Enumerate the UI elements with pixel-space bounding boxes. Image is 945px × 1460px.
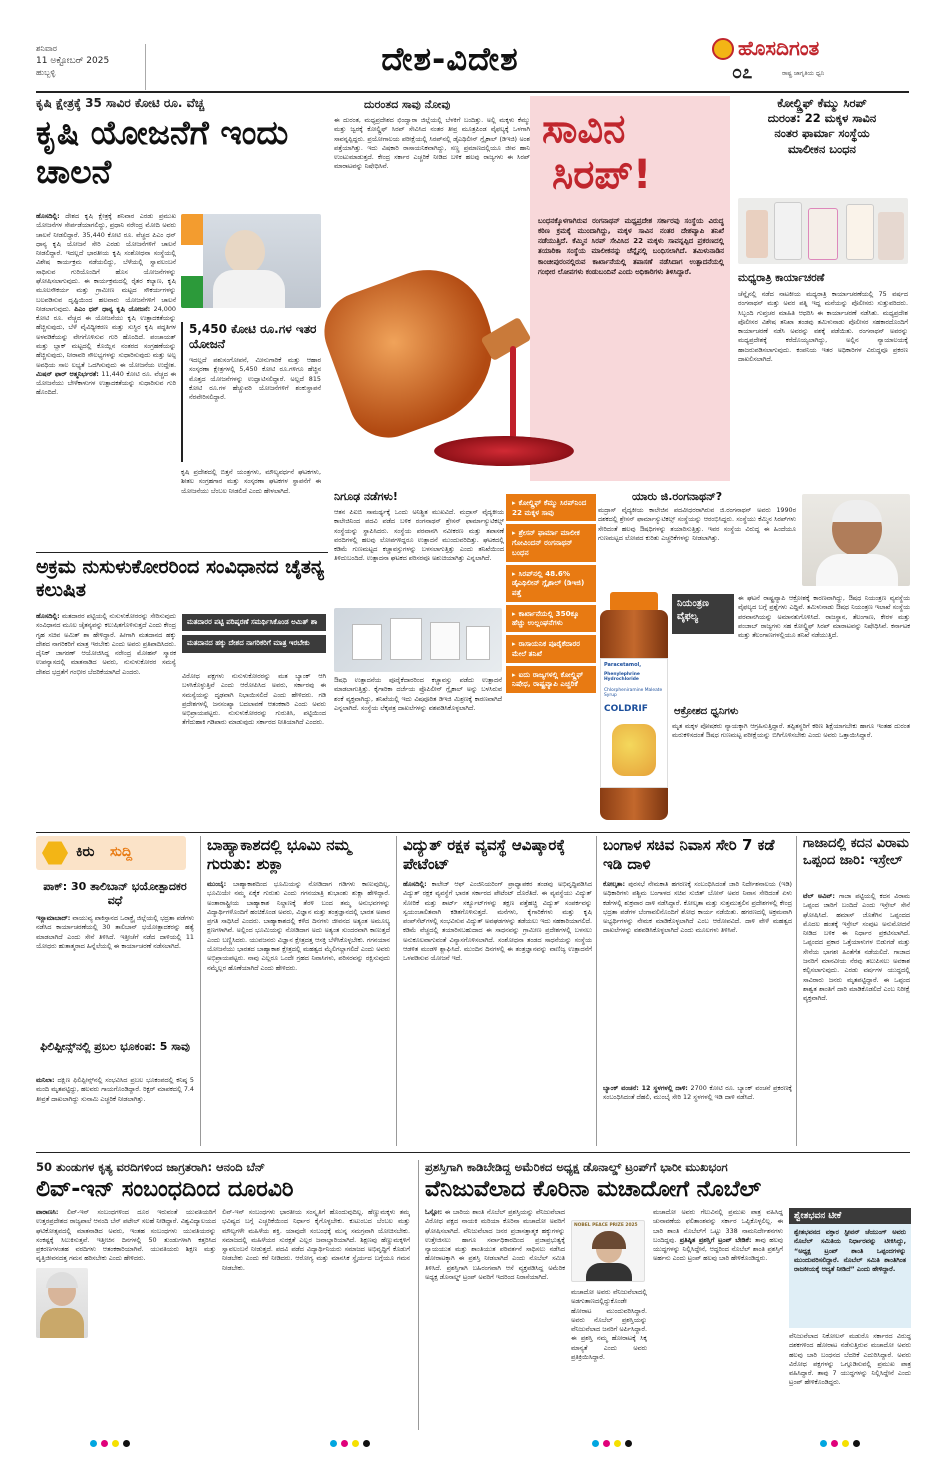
kirusuddi-header — [36, 836, 186, 870]
bengal-body2: 2700 ಕೋಟಿ ರೂ. ಬ್ಯಾಂಕ್ ವಂಚನೆ ಪ್ರಕರಣಕ್ಕೆ ಸಂಬಂಧಿಸಿದಂತೆ ದೆಹಲಿ, ಮುಂಬೈ ಸೇರಿ 12 ಸ್ಥಳಗಳಲ್ಲಿ ಇಡಿ ದಾಳಿ ನಡೆಸಿದೆ. — [603, 1084, 792, 1102]
syrup-bottles-photo — [738, 198, 908, 264]
nobel-headline: ವೆನಿಜುವೆಲಾದ ಕೊರಿನಾ ಮಚಾದೋಗೆ ನೊಬೆಲ್ — [425, 1177, 762, 1202]
krishi-sub1: ಪಿಎಂ ಧನ್ ಧಾನ್ಯ ಕೃಷಿ ಯೋಜನೆ: — [74, 304, 151, 313]
nobel-dateline: ಓಸ್ಲೋ: — [425, 1208, 443, 1216]
gaza-body: ಗಾಜಾ ಪಟ್ಟಿಯಲ್ಲಿ ಕದನ ವಿರಾಮ ಒಪ್ಪಂದ ಜಾರಿಗೆ ಬಂದಿದೆ ಎಂದು ಇಸ್ರೇಲ್ ಸೇನೆ ಘೋಷಿಸಿದೆ. ಹಮಾಸ್ ಜೊತೆಗಿನ ಒಪ್ಪಂದದ ಮೊದಲ ಹಂತಕ್ಕೆ ಇಸ್ರೇಲ್ ಸಂಪುಟ ಅನುಮೋದನೆ ನೀಡಿದ ಬಳಿಕ ಈ ನಿರ್ಧಾರ ಪ್ರಕಟಿಸಲಾಗಿದೆ. ಒಪ್ಪಂದದ ಪ್ರಕಾರ ಒತ್ತೆಯಾಳುಗಳ ಬಿಡುಗಡೆ ಮತ್ತು ಸೇನೆಯ ಭಾಗಶಃ ಹಿಂತೆಗೆತ ನಡೆಯಲಿದೆ. ಗಾಜಾದ ಜನರಿಗೆ ಮಾನವೀಯ ನೆರವು ತಲುಪಿಸಲು ಅವಕಾಶ ಕಲ್ಪಿಸಲಾಗುವುದು. ಎರಡು ವರ್ಷಗಳ ಯುದ್ಧದಲ್ಲಿ ಸಾವಿರಾರು ಜನರು ಮೃತಪಟ್ಟಿದ್ದಾರೆ. ಈ ಒಪ್ಪಂದ ಶಾಶ್ವತ ಶಾಂತಿಗೆ ದಾರಿ ಮಾಡಿಕೊಡಲಿದೆ ಎಂಬ ನಿರೀಕ್ಷೆ ವ್ಯಕ್ತವಾಗಿದೆ. — [803, 892, 910, 1003]
arrest-head-line4: ಮಾಲೀಕನ ಬಂಧನ — [788, 141, 856, 156]
bottle-line3: Chlorpheniramine Maleate Syrup — [604, 688, 663, 698]
patent-headline: ವಿದ್ಯುತ್ ರಕ್ಷಕ ವ್ಯವಸ್ಥೆ ಆವಿಷ್ಕಾರಕ್ಕೆ ಪೇಟೆಂಟ್ — [403, 836, 566, 874]
livein-dateline: ವಾರಾಣಸಿ: — [36, 1208, 59, 1216]
gaza-headline: ಗಾಜಾದಲ್ಲಿ ಕದನ ವಿರಾಮ ಒಪ್ಪಂದ ಜಾರಿ: ಇಸ್ರೇಲ್ — [803, 836, 909, 868]
who-article — [598, 490, 910, 590]
page-number: ೦೭ — [732, 62, 753, 83]
coldrif-bottle-graphic — [598, 592, 670, 822]
pm-photo — [181, 214, 321, 308]
bengal-sub: ಬ್ಯಾಂಕ್ ವಂಚನೆ: 12 ಸ್ಥಳಗಳಲ್ಲಿ ದಾಳಿ: — [603, 1084, 688, 1092]
arrest-head-line1: ಕೋಲ್ಡ್ರಿಫ್ ಕೆಮ್ಮು ಸಿರಪ್ — [777, 96, 867, 110]
kiru-h2: ಫಿಲಿಪ್ಪೀನ್ಸ್‌ನಲ್ಲಿ ಪ್ರಬಲ ಭೂಕಂಪ: 5 ಸಾವು — [40, 1040, 190, 1053]
niyantrana-article — [672, 594, 910, 830]
akrama-callout1: ಮತದಾರರ ಪಟ್ಟಿ ಪರಿಷ್ಕರಣೆ ಸಮರ್ಥಿಸಿಕೊಂಡ ಅಮಿತ್ ಶಾ — [182, 614, 326, 631]
anandiben-photo — [36, 1268, 88, 1338]
nobel-sub: ಪ್ರತಿಷ್ಠಿತ ಪ್ರಶಸ್ತಿಗೆ ಟ್ರಂಪ್ ಬೇಡಿಕೆ: — [679, 1235, 752, 1244]
shukla-article — [200, 836, 390, 1146]
shukla-dateline: ಮುಂಬೈ: — [207, 880, 227, 888]
masthead-date: 11 ಅಕ್ಟೋಬರ್ 2025 — [36, 56, 110, 66]
livein-body: ಲಿವ್-ಇನ್ ಸಂಬಂಧಗಳಿಂದ ದೂರ ಇರುವಂತೆ ಯುವತಿಯರಿಗೆ ಉತ್ತರಪ್ರದೇಶದ ರಾಜ್ಯಪಾಲೆ ಆನಂದಿ ಬೆನ್ ಪಟೇಲ್ ಸಲಹೆ ನೀಡಿದ್ದಾರೆ. ವಿಶ್ವವಿದ್ಯಾಲಯದ ಘಟಿಕೋತ್ಸವದಲ್ಲಿ ಮಾತನಾಡಿದ ಅವರು, ಇಂತಹ ಸಂಬಂಧಗಳು ಯುವತಿಯರನ್ನು ಸಂಕಷ್ಟಕ್ಕೆ ಸಿಲುಕಿಸುತ್ತವೆ. ಇತ್ತೀಚಿನ ದಿನಗಳಲ್ಲಿ 50 ತುಂಡುಗಳಾಗಿ ಕತ್ತರಿಸಿದ ಪ್ರಕರಣಗಳಂತಹ ವರದಿಗಳು ಆತಂಕಕಾರಿಯಾಗಿವೆ. ಯುವತಿಯರು ಶಿಕ್ಷಣ ಮತ್ತು ವೃತ್ತಿಜೀವನದತ್ತ ಗಮನ ಹರಿಸಬೇಕು ಎಂದು ಹೇಳಿದರು. — [36, 1208, 216, 1263]
livein-kicker: 50 ತುಂಡುಗಳ ಕೃತ್ಯ ವರದಿಗಳಿಂದ ಜಾಗ್ರತರಾಗಿ: ಆನಂದಿ ಬೆನ್ — [36, 1160, 265, 1174]
syrup-bullet: ▸ ಸಿರಪ್‌ನಲ್ಲಿ 48.6% ಡೈಎಥಿಲೀನ್ ಗ್ಲೈಕಾಲ್ (ಡಿಇಜಿ) ಪತ್ತೆ — [506, 565, 596, 602]
syrup-bullet: ▸ ಕಾರ್ಖಾನೆಯಲ್ಲಿ 350ಕ್ಕೂ ಹೆಚ್ಚು ಉಲ್ಲಂಘನೆಗಳು — [506, 605, 596, 632]
aakrosha-body: ಮೃತ ಮಕ್ಕಳ ಪೋಷಕರು ನ್ಯಾಯಕ್ಕಾಗಿ ಆಗ್ರಹಿಸುತ್ತಿದ್ದಾರೆ. ತಪ್ಪಿತಸ್ಥರಿಗೆ ಕಠಿಣ ಶಿಕ್ಷೆಯಾಗಬೇಕು ಹಾಗೂ ಇಂತಹ ದುರಂತ ಮರುಕಳಿಸದಂತೆ ಔಷಧ ಗುಣಮಟ್ಟ ಪರೀಕ್ಷೆಯನ್ನು ಬಿಗಿಗೊಳಿಸಬೇಕು ಎಂದು ಅವರು ಒತ್ತಾಯಿಸಿದ್ದಾರೆ. — [672, 722, 910, 740]
nobel-article — [418, 1160, 910, 1430]
nigoodha-title: ನಿಗೂಢ ನಡೆಗಳು! — [334, 490, 398, 503]
syrup-title-bottom: ಸಿರಪ್! — [552, 152, 652, 198]
krishi-body: ದೇಶದ ಕೃಷಿ ಕ್ಷೇತ್ರಕ್ಕೆ ಶನಿವಾರ ಎರಡು ಪ್ರಮುಖ ಯೋಜನೆಗಳ ಸೇರ್ಪಡೆಯಾಗಲಿದ್ದು, ಪ್ರಧಾನಿ ನರೇಂದ್ರ ಮೋದಿ ಅವರು ಚಾಲನೆ ನೀಡಲಿದ್ದಾರೆ. 35,440 ಕೋಟಿ ರೂ. ವೆಚ್ಚದ ಪಿಎಂ ಧನ್ ಧಾನ್ಯ ಕೃಷಿ ಯೋಜನೆ ಸೇರಿ ಎರಡು ಯೋಜನೆಗಳಿಗೆ ಚಾಲನೆ ನೀಡಲಿದ್ದಾರೆ. ಇದಲ್ಲದೆ ಭಾರತೀಯ ಕೃಷಿ ಸಂಶೋಧನಾ ಸಂಸ್ಥೆಯಲ್ಲಿ ವಿಶೇಷ ಕಾರ್ಯಕ್ರಮ ನಡೆಯಲಿದ್ದು, ಬೆಳೆಯಲ್ಲಿ ಸ್ವಾವಲಂಬನೆ ಸಾಧಿಸುವ ಗುರಿಯೊಂದಿಗೆ ಹೊಸ ಯೋಜನೆಗಳನ್ನು ಘೋಷಿಸಲಾಗುವುದು. ಈ ಕಾರ್ಯಕ್ರಮದಲ್ಲಿ ರೈತರ ಕಲ್ಯಾಣ, ಕೃಷಿ ಮೂಲಸೌಕರ್ಯ ಮತ್ತು ಗ್ರಾಮೀಣ ಮಟ್ಟದ ಸೌಕರ್ಯಗಳನ್ನು ಬಲಪಡಿಸುವ ದೃಷ್ಟಿಯಿಂದ ಹಲವಾರು ಯೋಜನೆಗಳಿಗೆ ಚಾಲನೆ ನೀಡಲಾಗುವುದು. — [36, 212, 176, 313]
syrup-bullet: ▸ ಶ್ರೇಸನ್ ಫಾರ್ಮಾ ಮಾಲೀಕ ಗೋವಿಂದನ್ ರಂಗನಾಥನ್ ಬಂಧನ — [506, 524, 596, 561]
bottle-line1: Paracetamol, — [604, 662, 642, 668]
livein-article — [36, 1160, 412, 1430]
masthead — [0, 0, 945, 92]
aakrosha-title: ಆಕ್ರೋಶದ ಧ್ವನಿಗಳು — [674, 706, 739, 717]
bengal-headline: ಬಂಗಾಳ ಸಚಿವ ನಿವಾಸ ಸೇರಿ 7 ಕಡೆ ಇಡಿ ದಾಳಿ — [603, 836, 775, 874]
akrama-callout2: ಮತದಾನದ ಹಕ್ಕು ದೇಶದ ನಾಗರಿಕರಿಗೆ ಮಾತ್ರ ಇರಬೇಕು — [182, 635, 326, 652]
krishi-body3: 11,440 ಕೋಟಿ ರೂ. ವೆಚ್ಚದ ಈ ಯೋಜನೆಯು ಬೇಳೆಕಾಳುಗಳ ಉತ್ಪಾದಕತೆಯನ್ನು ಸುಧಾರಿಸುವ ಗುರಿ ಹೊಂದಿದೆ. — [36, 369, 176, 397]
krishi-body2: 24,000 ಕೋಟಿ ರೂ. ವೆಚ್ಚದ ಈ ಯೋಜನೆಯು ಕೃಷಿ ಉತ್ಪಾದಕತೆಯನ್ನು ಹೆಚ್ಚಿಸುವುದು, ಬೆಳೆ ವೈವಿಧ್ಯೀಕರಣ ಮತ್ತು ಸುಸ್ಥಿರ ಕೃಷಿ ಪದ್ಧತಿಗಳ ಅಳವಡಿಕೆಯನ್ನು ವೇಗಗೊಳಿಸುವ ಗುರಿ ಹೊಂದಿದೆ. ಪಂಚಾಯತ್ ಮತ್ತು ಬ್ಲಾಕ್ ಮಟ್ಟದಲ್ಲಿ ಕೊಯ್ಲಿನ ನಂತರದ ಸಂಗ್ರಹಣೆಯನ್ನು ಹೆಚ್ಚಿಸುವುದು, ನೀರಾವರಿ ಸೌಲಭ್ಯಗಳನ್ನು ಸುಧಾರಿಸುವುದು ಮತ್ತು ಅಲ್ಪ ಅವಧಿಯ ಸಾಲ ಲಭ್ಯತೆ ಒದಗಿಸುವುದು ಈ ಯೋಜನೆಯ ಉದ್ದೇಶ. — [36, 304, 176, 369]
white-house-box — [789, 1208, 911, 1328]
niyantrana-title: ನಿಯಂತ್ರಣ ವೈಫಲ್ಯ — [672, 594, 734, 634]
patent-body: ಕಾಲೇಜ್ ಆಫ್ ಎಂಜಿನಿಯರಿಂಗ್ ಪ್ರಾಧ್ಯಾಪಕರ ತಂಡವು ಅಭಿವೃದ್ಧಿಪಡಿಸಿದ ವಿದ್ಯುತ್ ರಕ್ಷಕ ವ್ಯವಸ್ಥೆಗೆ ಭಾರತ ಸರ್ಕಾರದ ಪೇಟೆಂಟ್ ದೊರೆತಿದೆ. ಈ ವ್ಯವಸ್ಥೆಯು ವಿದ್ಯುತ್ ಸೋರಿಕೆ ಮತ್ತು ಶಾರ್ಟ್ ಸರ್ಕ್ಯೂಟ್‌ಗಳನ್ನು ತಕ್ಷಣ ಪತ್ತೆಹಚ್ಚಿ ವಿದ್ಯುತ್ ಸಂಪರ್ಕವನ್ನು ಸ್ವಯಂಚಾಲಿತವಾಗಿ ಕಡಿತಗೊಳಿಸುತ್ತದೆ. ಮನೆಗಳು, ಕೈಗಾರಿಕೆಗಳು ಮತ್ತು ಕೃಷಿ ಪಂಪ್‌ಸೆಟ್‌ಗಳಲ್ಲಿ ಸಂಭವಿಸುವ ವಿದ್ಯುತ್ ಅವಘಡಗಳನ್ನು ತಡೆಯಲು ಇದು ಸಹಕಾರಿಯಾಗಲಿದೆ. ಕಡಿಮೆ ವೆಚ್ಚದಲ್ಲಿ ತಯಾರಿಸಬಹುದಾದ ಈ ಸಾಧನವನ್ನು ಗ್ರಾಮೀಣ ಪ್ರದೇಶಗಳಲ್ಲಿ ಬಳಸಲು ಅನುಕೂಲವಾಗುವಂತೆ ವಿನ್ಯಾಸಗೊಳಿಸಲಾಗಿದೆ. ಸಂಶೋಧನಾ ತಂಡದ ಸಾಧನೆಯನ್ನು ಸಂಸ್ಥೆಯ ಆಡಳಿತ ಮಂಡಳಿ ಶ್ಲಾಘಿಸಿದೆ. ಮುಂದಿನ ದಿನಗಳಲ್ಲಿ ಈ ತಂತ್ರಜ್ಞಾನವನ್ನು ವಾಣಿಜ್ಯ ಉತ್ಪಾದನೆಗೆ ಒಳಪಡಿಸುವ ಯೋಜನೆ ಇದೆ. — [403, 880, 592, 963]
kirusuddi-column — [36, 836, 196, 1146]
arrest-headline — [734, 96, 910, 157]
kiru-d1: ಇಸ್ಲಾಮಾಬಾದ್: — [36, 914, 71, 922]
masthead-city: ಹುಬ್ಬಳ್ಳಿ — [36, 68, 56, 77]
akrama-body3: ವಿರೋಧ ಪಕ್ಷಗಳು ನುಸುಳುಕೋರರನ್ನು ಮತ ಬ್ಯಾಂಕ್ ಆಗಿ ಬಳಸಿಕೊಳ್ಳುತ್ತಿವೆ ಎಂದು ಆರೋಪಿಸಿದ ಅವರು, ಸರ್ಕಾರವು ಈ ಸಮಸ್ಯೆಯನ್ನು ದೃಢವಾಗಿ ನಿಭಾಯಿಸಲಿದೆ ಎಂದು ಹೇಳಿದರು. ಗಡಿ ಪ್ರದೇಶಗಳಲ್ಲಿ ಜನಸಂಖ್ಯಾ ಬದಲಾವಣೆ ಆತಂಕಕಾರಿ ಎಂದು ಅವರು ಅಭಿಪ್ರಾಯಪಟ್ಟರು. ನುಸುಳುಕೋರರನ್ನು ಗುರುತಿಸಿ, ಪಟ್ಟಿಯಿಂದ ತೆಗೆದುಹಾಕಿ ಗಡಿಪಾರು ಮಾಡುವುದು ಸರ್ಕಾರದ ನೀತಿಯಾಗಿದೆ ಎಂದರು. — [182, 672, 326, 727]
paper-logo — [712, 38, 912, 88]
krishi-tail: ಕೃಷಿ ಪ್ರದೇಶದಲ್ಲಿ ಬಿತ್ತನೆ ಯಂತ್ರಗಳು, ಮೌಲ್ಯವರ್ಧನೆ ಘಟಕಗಳು, ಶೀತಲ ಸಂಗ್ರಹಗಾರ ಮತ್ತು ಸಂಸ್ಕರಣಾ ಘಟಕಗಳ ಸ್ಥಾಪನೆಗೆ ಈ ಯೋಜನೆಯು ಬೆಂಬಲ ನೀಡಲಿದೆ ಎಂದು ಹೇಳಲಾಗಿದೆ. — [181, 468, 321, 495]
bottle-brand: COLDRIF — [604, 704, 648, 714]
patent-article — [396, 836, 592, 1146]
nobel-body4: ತಾವು ಹಲವು ಯುದ್ಧಗಳನ್ನು ನಿಲ್ಲಿಸಿದ್ದೇನೆ, ಆದ್ದರಿಂದ ನೊಬೆಲ್ ಶಾಂತಿ ಪ್ರಶಸ್ತಿಗೆ ಅರ್ಹನು ಎಂದು ಟ್ರಂಪ್ ಹಲವು ಬಾರಿ ಹೇಳಿಕೊಂಡಿದ್ದರು. — [653, 1235, 783, 1263]
patent-dateline: ಹೊಸದಿಲ್ಲಿ: — [403, 880, 427, 888]
nigoodha-article — [334, 490, 504, 830]
section-title: ದೇಶ-ವಿದೇಶ — [381, 40, 519, 78]
syrup-title-top: ಸಾವಿನ — [542, 106, 626, 152]
who-title: ಯಾರು ಜಿ.ರಂಗನಾಥನ್? — [632, 490, 723, 503]
krishi-box-body: ಇದಲ್ಲದೆ ಪಶುಸಂಗೋಪನೆ, ಮೀನುಗಾರಿಕೆ ಮತ್ತು ಆಹಾರ ಸಂಸ್ಕರಣಾ ಕ್ಷೇತ್ರಗಳಲ್ಲಿ 5,450 ಕೋಟಿ ರೂ.ಗಳಿಗೂ ಹೆಚ್ಚಿನ ಮೊತ್ತದ ಯೋಜನೆಗಳನ್ನು ಉದ್ಘಾಟಿಸಲಿದ್ದಾರೆ. ಅಲ್ಲದೆ 815 ಕೋಟಿ ರೂ.ಗಳ ಹೆಚ್ಚುವರಿ ಯೋಜನೆಗಳಿಗೆ ಶಂಕುಸ್ಥಾಪನೆ ನೆರವೇರಿಸಲಿದ್ದಾರೆ. — [189, 356, 321, 402]
livein-headline: ಲಿವ್-ಇನ್ ಸಂಬಂಧದಿಂದ ದೂರವಿರಿ — [36, 1177, 294, 1202]
gaza-article — [796, 836, 910, 1146]
nobel-prize-label: NOBEL PEACE PRIZE 2025 — [574, 1223, 638, 1228]
arrest-sub: ಮಧ್ಯರಾತ್ರಿ ಕಾರ್ಯಾಚರಣೆ — [738, 272, 825, 284]
kirusuddi-label-b: ಸುದ್ದಿ — [110, 844, 133, 860]
syrup-kicker: ದುರಂತದ ಸಾವು ನೋವು — [364, 98, 451, 111]
krishi-sub2: ಮಿಷನ್ ಫಾರ್ ಆತ್ಮನಿರ್ಭರತೆ: — [36, 369, 99, 378]
gaza-dateline: ಟೆಲ್ ಅವಿವ್: — [803, 892, 835, 900]
print-marks-right — [820, 1440, 860, 1450]
kiru-h1: ಪಾಕ್: 30 ತಾಲಿಬಾನ್ ಭಯೋತ್ಪಾದಕರ ವಧೆ — [43, 880, 187, 908]
masthead-day: ಶನಿವಾರ — [36, 44, 58, 53]
krishi-dateline: ಹೊಸದಿಲ್ಲಿ: — [36, 212, 60, 220]
nobel-tail: ವೆನಿಜುವೆಲಾದ ನಿಕೋಲಸ್ ಮಡುರೊ ಸರ್ಕಾರದ ವಿರುದ್ಧ ದಶಕಗಳಿಂದ ಹೋರಾಟ ನಡೆಸುತ್ತಿರುವ ಮಚಾದೋ ಅವರು ಹಲವು ಬಾರಿ ಬಂಧನದ ಬೆದರಿಕೆ ಎದುರಿಸಿದ್ದಾರೆ. ಅವರು ವಿರೋಧ ಪಕ್ಷಗಳನ್ನು ಒಗ್ಗೂಡಿಸುವಲ್ಲಿ ಪ್ರಮುಖ ಪಾತ್ರ ವಹಿಸಿದ್ದಾರೆ. ತಾವು 7 ಯುದ್ಧಗಳನ್ನು ನಿಲ್ಲಿಸಿದ್ದೇನೆ ಎಂದು ಟ್ರಂಪ್ ಹೇಳಿಕೊಂಡಿದ್ದರು. — [789, 1332, 911, 1387]
arrest-head-line2: ದುರಂತ: 22 ಮಕ್ಕಳ ಸಾವಿನ — [767, 111, 877, 126]
krishi-other-schemes-box — [181, 322, 321, 462]
livein-body2: ಲಿವ್-ಇನ್ ಸಂಬಂಧಗಳು ಭಾರತೀಯ ಸಂಸ್ಕೃತಿಗೆ ಹೊಂದುವುದಿಲ್ಲ. ಹೆಣ್ಣುಮಕ್ಕಳು ತಮ್ಮ ಭವಿಷ್ಯದ ಬಗ್ಗೆ ಎಚ್ಚರಿಕೆಯಿಂದ ನಿರ್ಧಾರ ಕೈಗೊಳ್ಳಬೇಕು. ಕುಟುಂಬದ ಬೆಂಬಲ ಮತ್ತು ಮೌಲ್ಯಗಳೇ ಮಹಿಳೆಯ ಶಕ್ತಿ. ಯಾವುದೇ ಸಂಬಂಧಕ್ಕೆ ಮುನ್ನ ಸಮಗ್ರವಾಗಿ ಯೋಚಿಸಬೇಕು. ಸಮಾಜದಲ್ಲಿ ಮಹಿಳೆಯರ ಸುರಕ್ಷತೆ ಎಲ್ಲರ ಜವಾಬ್ದಾರಿಯಾಗಿದೆ. ಶಿಕ್ಷಣವು ಹೆಣ್ಣುಮಕ್ಕಳಿಗೆ ಸ್ವಾವಲಂಬನೆ ನೀಡುತ್ತದೆ. ಪದವಿ ಪಡೆದ ವಿದ್ಯಾರ್ಥಿನಿಯರು ಸಮಾಜದ ಅಭಿವೃದ್ಧಿಗೆ ಕೊಡುಗೆ ನೀಡಬೇಕು ಎಂದು ಕರೆ ನೀಡಿದರು. ಆರೋಗ್ಯ ಮತ್ತು ಮಾನಸಿಕ ಸ್ಥೈರ್ಯದ ಬಗ್ಗೆಯೂ ಗಮನ ನೀಡಬೇಕು. — [222, 1208, 410, 1272]
arrest-article — [734, 96, 910, 486]
machado-photo — [571, 1220, 645, 1282]
kirusuddi-hand-icon — [42, 840, 68, 866]
niyantrana-body: ಈ ಘಟನೆ ರಾಷ್ಟ್ರವ್ಯಾಪಿ ಆಕ್ರೋಶಕ್ಕೆ ಕಾರಣವಾಗಿದ್ದು, ಔಷಧ ನಿಯಂತ್ರಣ ವ್ಯವಸ್ಥೆಯ ವೈಫಲ್ಯದ ಬಗ್ಗೆ ಪ್ರಶ್ನೆಗಳು ಎದ್ದಿವೆ. ತಮಿಳುನಾಡು ಔಷಧ ನಿಯಂತ್ರಣ ಇಲಾಖೆ ಸಂಸ್ಥೆಯ ಪರವಾನಗಿಯನ್ನು ಅಮಾನತುಗೊಳಿಸಿದೆ. ರಾಜಸ್ಥಾನ, ತೆಲಂಗಾಣ, ಕೇರಳ ಮತ್ತು ಪಂಜಾಬ್ ರಾಜ್ಯಗಳು ಸಹ ಕೋಲ್ಡ್ರಿಫ್ ಸಿರಪ್ ಮಾರಾಟವನ್ನು ನಿಷೇಧಿಸಿವೆ. ಕರ್ನಾಟಕ ಮತ್ತು ತೆಲಂಗಾಣಗಳಲ್ಲಿಯೂ ತನಿಖೆ ನಡೆಯುತ್ತಿದೆ. — [738, 594, 910, 640]
who-body: ಮದ್ರಾಸ್ ವೈದ್ಯಕೀಯ ಕಾಲೇಜಿನ ಪದವೀಧರರಾಗಿರುವ ಜಿ.ರಂಗನಾಥನ್ ಅವರು 1990ರ ದಶಕದಲ್ಲಿ ಶ್ರೇಸನ್ ಫಾರ್ಮಾಸ್ಯುಟಿಕಲ್ಸ್ ಸಂಸ್ಥೆಯನ್ನು ಆರಂಭಿಸಿದ್ದರು. ಸಂಸ್ಥೆಯು ಕೆಮ್ಮಿನ ಸಿರಪ್‌ಗಳು ಸೇರಿದಂತೆ ಹಲವು ಔಷಧಿಗಳನ್ನು ತಯಾರಿಸುತ್ತಿತ್ತು. ಇವರ ಸಂಸ್ಥೆಯ ವಿರುದ್ಧ ಈ ಹಿಂದೆಯೂ ಗುಣಮಟ್ಟದ ಲೋಪದ ಕುರಿತು ಎಚ್ಚರಿಕೆಗಳನ್ನು ನೀಡಲಾಗಿತ್ತು. — [598, 506, 796, 542]
shukla-headline: ಬಾಹ್ಯಾಕಾಶದಲ್ಲಿ ಭೂಮಿ ನಮ್ಮ ಗುರುತು: ಶುಕ್ಲಾ — [207, 836, 351, 874]
bengal-article — [596, 836, 792, 1146]
print-marks-left — [90, 1440, 130, 1450]
akrama-headline: ಅಕ್ರಮ ನುಸುಳುಕೋರರಿಂದ ಸಂವಿಧಾನದ ಚೈತನ್ಯ ಕಲುಷಿತ — [36, 556, 325, 602]
paper-name: ಹೊಸದಿಗಂತ — [738, 36, 820, 60]
kirusuddi-label-a: ಕಿರು — [76, 844, 95, 860]
krishi-kicker: ಕೃಷಿ ಕ್ಷೇತ್ರಕ್ಕೆ 35 ಸಾವಿರ ಕೋಟಿ ರೂ. ವೆಚ್ಚ — [36, 96, 205, 110]
bengal-body: ಪುರಸಭೆ ನೇಮಕಾತಿ ಹಗರಣಕ್ಕೆ ಸಂಬಂಧಿಸಿದಂತೆ ಜಾರಿ ನಿರ್ದೇಶನಾಲಯ (ಇಡಿ) ಅಧಿಕಾರಿಗಳು ಪಶ್ಚಿಮ ಬಂಗಾಳದ ಸಚಿವ ಸುಜಿತ್ ಬೋಸ್ ಅವರ ನಿವಾಸ ಸೇರಿದಂತೆ ಏಳು ಕಡೆಗಳಲ್ಲಿ ಶುಕ್ರವಾರ ದಾಳಿ ನಡೆಸಿದ್ದಾರೆ. ಕೋಲ್ಕತಾ ಮತ್ತು ಸುತ್ತಮುತ್ತಲಿನ ಪ್ರದೇಶಗಳಲ್ಲಿ ಕೇಂದ್ರ ಭದ್ರತಾ ಪಡೆಗಳ ಬೆಂಗಾವಲಿನೊಂದಿಗೆ ಶೋಧ ಕಾರ್ಯ ನಡೆಯಿತು. ಹಗರಣದಲ್ಲಿ ಅಕ್ರಮವಾಗಿ ಅಭ್ಯರ್ಥಿಗಳನ್ನು ನೇಮಕ ಮಾಡಿಕೊಳ್ಳಲಾಗಿದೆ ಎಂಬ ಆರೋಪವಿದೆ. ದಾಳಿ ವೇಳೆ ಮಹತ್ವದ ದಾಖಲೆಗಳನ್ನು ವಶಪಡಿಸಿಕೊಳ್ಳಲಾಗಿದೆ ಎಂದು ಮೂಲಗಳು ತಿಳಿಸಿವೆ. — [603, 880, 792, 935]
date-block — [36, 44, 146, 90]
print-marks-mid2 — [592, 1440, 632, 1450]
nobel-kicker: ಪ್ರಶಸ್ತಿಗಾಗಿ ಕಾಡಿಬೇಡಿದ್ದ ಅಮೆರಿಕದ ಅಧ್ಯಕ್ಷ ಡೊನಾಲ್ಡ್ ಟ್ರಂಪ್‌ಗೆ ಭಾರೀ ಮುಖಭಂಗ — [425, 1160, 728, 1174]
nobel-body: ಈ ಬಾರಿಯ ಶಾಂತಿ ನೊಬೆಲ್ ಪ್ರಶಸ್ತಿಯನ್ನು ವೆನಿಜುವೆಲಾದ ವಿರೋಧ ಪಕ್ಷದ ನಾಯಕಿ ಮರಿಯಾ ಕೊರಿನಾ ಮಚಾದೋ ಅವರಿಗೆ ಘೋಷಿಸಲಾಗಿದೆ. ವೆನಿಜುವೆಲಾದ ಜನರ ಪ್ರಜಾಸತ್ತಾತ್ಮಕ ಹಕ್ಕುಗಳನ್ನು ಉತ್ತೇಜಿಸಲು ಹಾಗೂ ಸರ್ವಾಧಿಕಾರದಿಂದ ಪ್ರಜಾಪ್ರಭುತ್ವಕ್ಕೆ ನ್ಯಾಯಯುತ ಮತ್ತು ಶಾಂತಿಯುತ ಪರಿವರ್ತನೆ ಸಾಧಿಸಲು ನಡೆಸಿದ ಹೋರಾಟಕ್ಕಾಗಿ ಈ ಪ್ರಶಸ್ತಿ ನೀಡಲಾಗಿದೆ ಎಂದು ನೊಬೆಲ್ ಸಮಿತಿ ತಿಳಿಸಿದೆ. ಪ್ರಶಸ್ತಿಗಾಗಿ ಬಹಿರಂಗವಾಗಿ ಆಸೆ ವ್ಯಕ್ತಪಡಿಸಿದ್ದ ಅಮೆರಿಕ ಅಧ್ಯಕ್ಷ ಡೊನಾಲ್ಡ್ ಟ್ರಂಪ್ ಅವರಿಗೆ ಇದರಿಂದ ನಿರಾಸೆಯಾಗಿದೆ. — [425, 1208, 565, 1281]
syrup-bullet: ▸ ಐದು ರಾಜ್ಯಗಳಲ್ಲಿ ಕೋಲ್ಡ್ರಿಫ್ ನಿಷೇಧ, ರಾಷ್ಟ್ರವ್ಯಾಪಿ ಎಚ್ಚರಿಕೆ — [506, 666, 596, 693]
medicine-packs-photo — [334, 608, 502, 672]
paper-tagline: ರಾಷ್ಟ್ರ ಜಾಗೃತಿಯ ಧ್ವನಿ — [782, 70, 825, 77]
akrama-body: ಮತದಾರರ ಪಟ್ಟಿಯಲ್ಲಿ ನುಸುಳುಕೋರರನ್ನು ಸೇರಿಸುವುದು ಸಂವಿಧಾನದ ಮೂಲ ಚೈತನ್ಯವನ್ನು ಕಲುಷಿತಗೊಳಿಸುತ್ತದೆ ಎಂದು ಕೇಂದ್ರ ಗೃಹ ಸಚಿವ ಅಮಿತ್ ಶಾ ಹೇಳಿದ್ದಾರೆ. ಹೀಗಾಗಿ ಮತದಾನದ ಹಕ್ಕು ದೇಶದ ನಾಗರಿಕರಿಗೆ ಮಾತ್ರ ಇರಬೇಕು ಎಂದು ಅವರು ಪ್ರತಿಪಾದಿಸಿದರು. ದೈನಿಕ್ ಜಾಗರಣ್ ಆಯೋಜಿಸಿದ್ದ ನರೇಂದ್ರ ಮೋಹನ್ ಸ್ಮಾರಕ ಉಪನ್ಯಾಸದಲ್ಲಿ ಮಾತನಾಡಿದ ಅವರು, ನುಸುಳುಕೋರರ ಸಮಸ್ಯೆ ದೇಶದ ಭದ್ರತೆಗೆ ಗಂಭೀರ ಬೆದರಿಕೆಯಾಗಿದೆ ಎಂದರು. — [36, 612, 176, 676]
shukla-body: ಬಾಹ್ಯಾಕಾಶದಿಂದ ಭೂಮಿಯನ್ನು ನೋಡಿದಾಗ ಗಡಿಗಳು ಕಾಣುವುದಿಲ್ಲ, ಭೂಮಿಯೇ ನಮ್ಮ ಏಕೈಕ ಗುರುತು ಎಂದು ಗಗನಯಾತ್ರಿ ಶುಭಾಂಶು ಶುಕ್ಲಾ ಹೇಳಿದ್ದಾರೆ. ಅಂತಾರಾಷ್ಟ್ರೀಯ ಬಾಹ್ಯಾಕಾಶ ನಿಲ್ದಾಣಕ್ಕೆ ತೆರಳಿ ಬಂದ ತಮ್ಮ ಅನುಭವಗಳನ್ನು ವಿದ್ಯಾರ್ಥಿಗಳೊಂದಿಗೆ ಹಂಚಿಕೊಂಡ ಅವರು, ವಿಜ್ಞಾನ ಮತ್ತು ತಂತ್ರಜ್ಞಾನದಲ್ಲಿ ಭಾರತ ಅಪಾರ ಪ್ರಗತಿ ಸಾಧಿಸಿದೆ ಎಂದರು. ಬಾಹ್ಯಾಕಾಶದಲ್ಲಿ ಕಳೆದ ದಿನಗಳು ಜೀವನದ ಅತ್ಯಂತ ಅಮೂಲ್ಯ ಕ್ಷಣಗಳಾಗಿವೆ. ಅಲ್ಲಿಂದ ಭೂಮಿಯನ್ನು ನೋಡಿದಾಗ ಅದು ಅತ್ಯಂತ ಸುಂದರವಾಗಿ ಕಾಣುತ್ತದೆ ಎಂದು ಬಣ್ಣಿಸಿದರು. ಯುವಜನರು ವಿಜ್ಞಾನ ಕ್ಷೇತ್ರದತ್ತ ಆಸಕ್ತಿ ಬೆಳೆಸಿಕೊಳ್ಳಬೇಕು. ಗಗನಯಾನ ಯೋಜನೆಯು ಭಾರತದ ಬಾಹ್ಯಾಕಾಶ ಕ್ಷೇತ್ರದಲ್ಲಿ ಮಹತ್ವದ ಮೈಲಿಗಲ್ಲಾಗಲಿದೆ ಎಂದು ಅವರು ಅಭಿಪ್ರಾಯಪಟ್ಟರು. ನಾವು ಎಲ್ಲರೂ ಒಂದೇ ಗ್ರಹದ ನಿವಾಸಿಗಳು, ಪರಿಸರವನ್ನು ರಕ್ಷಿಸುವುದು ನಮ್ಮೆಲ್ಲರ ಹೊಣೆಯಾಗಿದೆ ಎಂದು ಹೇಳಿದರು. — [207, 880, 390, 972]
akrama-callouts — [182, 614, 326, 653]
syrup-lead: ಬಂಧನಕ್ಕೊಳಗಾಗಿರುವ ರಂಗನಾಥನ್ ಮಧ್ಯಪ್ರದೇಶ ಸರ್ಕಾರವು ಸಂಸ್ಥೆಯ ವಿರುದ್ಧ ಕಠಿಣ ಕ್ರಮಕ್ಕೆ ಮುಂದಾಗಿದ್ದು, ಮಕ್ಕಳ ಸಾವಿನ ನಂತರ ದೇಶವ್ಯಾಪಿ ತನಿಖೆ ನಡೆಯುತ್ತಿದೆ. ಕೆಮ್ಮಿನ ಸಿರಪ್ ಸೇವಿಸಿದ 22 ಮಕ್ಕಳು ಸಾವನ್ನಪ್ಪಿದ ಪ್ರಕರಣದಲ್ಲಿ ತಯಾರಿಕಾ ಸಂಸ್ಥೆಯ ಮಾಲೀಕನನ್ನು ಚೆನ್ನೈನಲ್ಲಿ ಬಂಧಿಸಲಾಗಿದೆ. ತಮಿಳುನಾಡಿನ ಕಾಂಚೀಪುರಂನಲ್ಲಿರುವ ಕಾರ್ಖಾನೆಯಲ್ಲಿ ತಪಾಸಣೆ ನಡೆಸಿದಾಗ ಉತ್ಪಾದನೆಯಲ್ಲಿ ಗಂಭೀರ ಲೋಪಗಳು ಕಂಡುಬಂದಿವೆ ಎಂದು ಅಧಿಕಾರಿಗಳು ತಿಳಿಸಿದ್ದಾರೆ. — [538, 217, 724, 276]
syrup-intro: ಈ ದುರಂತ, ಮಧ್ಯಪ್ರದೇಶದ ಛಿಂದ್ವಾರಾ ಜಿಲ್ಲೆಯಲ್ಲಿ ಬೆಳಕಿಗೆ ಬಂದಿತ್ತು. ಅಲ್ಲಿ ಮಕ್ಕಳು ಕೆಮ್ಮು ಮತ್ತು ಜ್ವರಕ್ಕೆ ಕೋಲ್ಡ್ರಿಫ್ ಸಿರಪ್ ಸೇವಿಸಿದ ನಂತರ ತೀವ್ರ ಮೂತ್ರಪಿಂಡ ವೈಫಲ್ಯಕ್ಕೆ ಒಳಗಾಗಿ ಸಾವನ್ನಪ್ಪಿದ್ದರು. ಪ್ರಯೋಗಾಲಯ ಪರೀಕ್ಷೆಯಲ್ಲಿ ಸಿರಪ್‌ನಲ್ಲಿ ಡೈಎಥಿಲೀನ್ ಗ್ಲೈಕಾಲ್ (ಡಿಇಜಿ) ಅಂಶ ಪತ್ತೆಯಾಗಿತ್ತು. ಇದು ವಿಷಕಾರಿ ರಾಸಾಯನಿಕವಾಗಿದ್ದು, ಸಣ್ಣ ಪ್ರಮಾಣದಲ್ಲಿಯೂ ಜೀವ ಹಾನಿ ಉಂಟುಮಾಡುತ್ತದೆ. ಕೇಂದ್ರ ಸರ್ಕಾರ ಎಚ್ಚರಿಕೆ ನೀಡಿದ ಬಳಿಕ ಹಲವು ರಾಜ್ಯಗಳು ಈ ಸಿರಪ್ ಮಾರಾಟವನ್ನು ನಿಷೇಧಿಸಿವೆ. — [334, 116, 530, 171]
bengal-dateline: ಕೋಲ್ಕತಾ: — [603, 880, 625, 888]
krishi-article — [36, 96, 326, 546]
nobel-box-title: ಶ್ವೇತಭವನ ಟೀಕೆ — [789, 1208, 911, 1224]
kiru-d2: ಮನಿಲಾ: — [36, 1076, 55, 1084]
paper-emblem-icon — [712, 38, 734, 60]
krishi-headline: ಕೃಷಿ ಯೋಜನೆಗೆ ಇಂದು ಚಾಲನೆ — [36, 114, 289, 191]
nigoodha-body: ಆತನ ಪಿಐಬಿ ಸಾಮರ್ಥ್ಯಕ್ಕೆ ಒಂದು ಅನಿಶ್ಚಿತ ಮುಖವಿದೆ. ಮದ್ರಾಸ್ ವೈದ್ಯಕೀಯ ಕಾಲೇಜಿನಿಂದ ಪದವಿ ಪಡೆದ ಬಳಿಕ ರಂಗನಾಥನ್ ಶ್ರೇಸನ್ ಫಾರ್ಮಾಸ್ಯುಟಿಕಲ್ಸ್ ಸಂಸ್ಥೆಯನ್ನು ಸ್ಥಾಪಿಸಿದರು. ಸಂಸ್ಥೆಯ ಪರವಾನಗಿ ನವೀಕರಣ ಮತ್ತು ತಪಾಸಣೆ ವರದಿಗಳಲ್ಲಿ ಹಲವು ಲೋಪಗಳಿದ್ದರೂ ಉತ್ಪಾದನೆ ಮುಂದುವರಿದಿತ್ತು. ಘಟಕದಲ್ಲಿ ಕಡಿಮೆ ಗುಣಮಟ್ಟದ ಕಚ್ಚಾವಸ್ತುಗಳನ್ನು ಬಳಸಲಾಗುತ್ತಿತ್ತು ಎಂದು ತನಿಖೆಯಿಂದ ತಿಳಿದುಬಂದಿದೆ. ಉತ್ಪಾದನಾ ಘಟಕದ ಪರಿಸರವೂ ಅಶುಚಿಯಾಗಿತ್ತು ಎನ್ನಲಾಗಿದೆ. — [334, 508, 504, 563]
nigoodha-body2: ಔಷಧಿ ಉತ್ಪಾದನೆಯ ಪೂರೈಕೆದಾರರಿಂದ ಕಚ್ಚಾವಸ್ತು ಪಡೆದು ಉತ್ಪಾದನೆ ಮಾಡಲಾಗುತ್ತಿತ್ತು. ಕೈಗಾರಿಕಾ ದರ್ಜೆಯ ಪ್ರೊಪಿಲೀನ್ ಗ್ಲೈಕಾಲ್ ಅನ್ನು ಬಳಸಿರುವ ಶಂಕೆ ವ್ಯಕ್ತವಾಗಿದ್ದು, ತನಿಖೆಯಲ್ಲಿ ಇದು ವಿಷಪೂರಿತ ಡಿಇಜಿ ಮಿಶ್ರಣಕ್ಕೆ ಕಾರಣವಾಗಿದೆ ಎನ್ನಲಾಗಿದೆ. ಸಂಸ್ಥೆಯ ಲೆಕ್ಕಪತ್ರ ದಾಖಲೆಗಳನ್ನು ವಶಪಡಿಸಿಕೊಳ್ಳಲಾಗಿದೆ. — [334, 676, 502, 712]
krishi-box-title: 5,450 ಕೋಟಿ ರೂ.ಗಳ ಇತರ ಯೋಜನೆ — [189, 322, 317, 351]
nobel-body3: ಮಚಾದೋ ಅವರು ಗೆಲುವಿನಲ್ಲಿ ಪ್ರಮುಖ ಪಾತ್ರ ವಹಿಸಿದ್ದ ಚುನಾವಣೆಯ ಫಲಿತಾಂಶವನ್ನು ಸರ್ಕಾರ ಒಪ್ಪಿಕೊಳ್ಳಲಿಲ್ಲ. ಈ ಬಾರಿ ಶಾಂತಿ ನೊಬೆಲ್‌ಗೆ ಒಟ್ಟು 338 ನಾಮನಿರ್ದೇಶನಗಳು ಬಂದಿದ್ದವು. — [653, 1208, 783, 1244]
arrest-head-line3: ನಂತರ ಫಾರ್ಮಾ ಸಂಸ್ಥೆಯ — [774, 126, 870, 141]
nobel-body2: ಮಚಾದೋ ಅವರು ವೆನಿಜುವೆಲಾದಲ್ಲಿ ಅಡಗುತಾಣದಲ್ಲಿದ್ದುಕೊಂಡೇ ಹೋರಾಟ ಮುಂದುವರಿಸಿದ್ದಾರೆ. ಅವರು ನೊಬೆಲ್ ಪ್ರಶಸ್ತಿಯನ್ನು ವೆನಿಜುವೆಲಾದ ಜನರಿಗೆ ಅರ್ಪಿಸಿದ್ದಾರೆ. ಈ ಪ್ರಶಸ್ತಿ ನಮ್ಮ ಹೋರಾಟಕ್ಕೆ ಸಿಕ್ಕ ಮಾನ್ಯತೆ ಎಂದು ಅವರು ಪ್ರತಿಕ್ರಿಯಿಸಿದ್ದಾರೆ. — [571, 1288, 647, 1361]
syrup-bullet: ▸ ರಾಸಾಯನಿಕ ಪೂರೈಕೆದಾರರ ಮೇಲೆ ತನಿಖೆ — [506, 635, 596, 662]
ranganathan-photo — [802, 494, 910, 586]
bottle-line2: Phenylephrine Hydrochloride — [604, 672, 640, 682]
nobel-box-body: ಶ್ವೇತಭವನದ ವಕ್ತಾರ ಸ್ಟೀವನ್ ಚೆಯುಂಗ್ ಅವರು ನೊಬೆಲ್ ಸಮಿತಿಯ ನಿರ್ಧಾರವನ್ನು ಟೀಕಿಸಿದ್ದು, “ಅಧ್ಯಕ್ಷ ಟ್ರಂಪ್ ಶಾಂತಿ ಒಪ್ಪಂದಗಳನ್ನು ಮುಂದುವರಿಸಲಿದ್ದಾರೆ. ನೊಬೆಲ್ ಸಮಿತಿ ಶಾಂತಿಗಿಂತ ರಾಜಕೀಯಕ್ಕೆ ಆದ್ಯತೆ ನೀಡಿದೆ” ಎಂದು ಹೇಳಿದ್ದಾರೆ. — [794, 1228, 906, 1274]
akrama-article — [36, 556, 328, 826]
syrup-bullet: ▸ ಕೋಲ್ಡ್ರಿಫ್ ಕೆಮ್ಮು ಸಿರಪ್‌ನಿಂದ 22 ಮಕ್ಕಳ ಸಾವು — [506, 494, 596, 521]
livein-body-cont — [92, 1268, 216, 1426]
arrest-body: ಚೆನ್ನೈನಲ್ಲಿ ನಡೆದ ನಾಟಕೀಯ ಮಧ್ಯರಾತ್ರಿ ಕಾರ್ಯಾಚರಣೆಯಲ್ಲಿ 75 ವರ್ಷದ ರಂಗನಾಥನ್ ಮತ್ತು ಅವರ ಪತ್ನಿ ಇದ್ದ ಮನೆಯನ್ನು ಪೊಲೀಸರು ಸುತ್ತುವರಿದರು. ಸಿಬ್ಬಂದಿ ಗುಪ್ತಚರ ಮಾಹಿತಿ ಆಧರಿಸಿ ಈ ಕಾರ್ಯಾಚರಣೆ ನಡೆಸಿತು. ಮಧ್ಯಪ್ರದೇಶ ಪೊಲೀಸರ ವಿಶೇಷ ತನಿಖಾ ತಂಡವು ತಮಿಳುನಾಡು ಪೊಲೀಸರ ಸಹಕಾರದೊಂದಿಗೆ ಕಾರ್ಯಾಚರಣೆ ನಡೆಸಿ ಅವರನ್ನು ವಶಕ್ಕೆ ಪಡೆಯಿತು. ರಂಗನಾಥನ್ ಅವರನ್ನು ಮಧ್ಯಪ್ರದೇಶಕ್ಕೆ ಕರೆದೊಯ್ಯಲಾಗಿದ್ದು, ಅಲ್ಲಿನ ನ್ಯಾಯಾಲಯಕ್ಕೆ ಹಾಜರುಪಡಿಸಲಾಗುವುದು. ಕಂಪನಿಯ ಇತರ ಅಧಿಕಾರಿಗಳ ವಿರುದ್ಧವೂ ಪ್ರಕರಣ ದಾಖಲಿಸಲಾಗಿದೆ. — [738, 290, 908, 363]
print-marks-mid1 — [330, 1440, 370, 1450]
syrup-pour-graphic — [334, 266, 574, 481]
kiru-b1: ವಾಯುವ್ಯ ಪಾಕಿಸ್ತಾನದ ಒರಾಕ್ಜೈ ಜಿಲ್ಲೆಯಲ್ಲಿ ಭದ್ರತಾ ಪಡೆಗಳು ನಡೆಸಿದ ಕಾರ್ಯಾಚರಣೆಯಲ್ಲಿ 30 ತಾಲಿಬಾನ್ ಭಯೋತ್ಪಾದಕರನ್ನು ಹತ್ಯೆ ಮಾಡಲಾಗಿದೆ ಎಂದು ಸೇನೆ ತಿಳಿಸಿದೆ. ಇತ್ತೀಚೆಗೆ ನಡೆದ ದಾಳಿಯಲ್ಲಿ 11 ಯೋಧರು ಹುತಾತ್ಮರಾದ ಹಿನ್ನೆಲೆಯಲ್ಲಿ ಈ ಕಾರ್ಯಾಚರಣೆ ನಡೆಸಲಾಗಿದೆ. — [36, 914, 194, 950]
syrup-bullets — [506, 494, 596, 824]
kiru-b2: ದಕ್ಷಿಣ ಫಿಲಿಪ್ಪೀನ್ಸ್‌ನಲ್ಲಿ ಸಂಭವಿಸಿದ ಪ್ರಬಲ ಭೂಕಂಪದಲ್ಲಿ ಕನಿಷ್ಠ 5 ಮಂದಿ ಮೃತಪಟ್ಟಿದ್ದು, ಹಲವರು ಗಾಯಗೊಂಡಿದ್ದಾರೆ. ರಿಕ್ಟರ್ ಮಾಪಕದಲ್ಲಿ 7.4 ತೀವ್ರತೆ ದಾಖಲಾಗಿದ್ದು ಸುನಾಮಿ ಎಚ್ಚರಿಕೆ ನೀಡಲಾಗಿತ್ತು. — [36, 1076, 194, 1103]
syrup-feature — [330, 96, 730, 481]
akrama-dateline: ಹೊಸದಿಲ್ಲಿ: — [36, 612, 60, 620]
